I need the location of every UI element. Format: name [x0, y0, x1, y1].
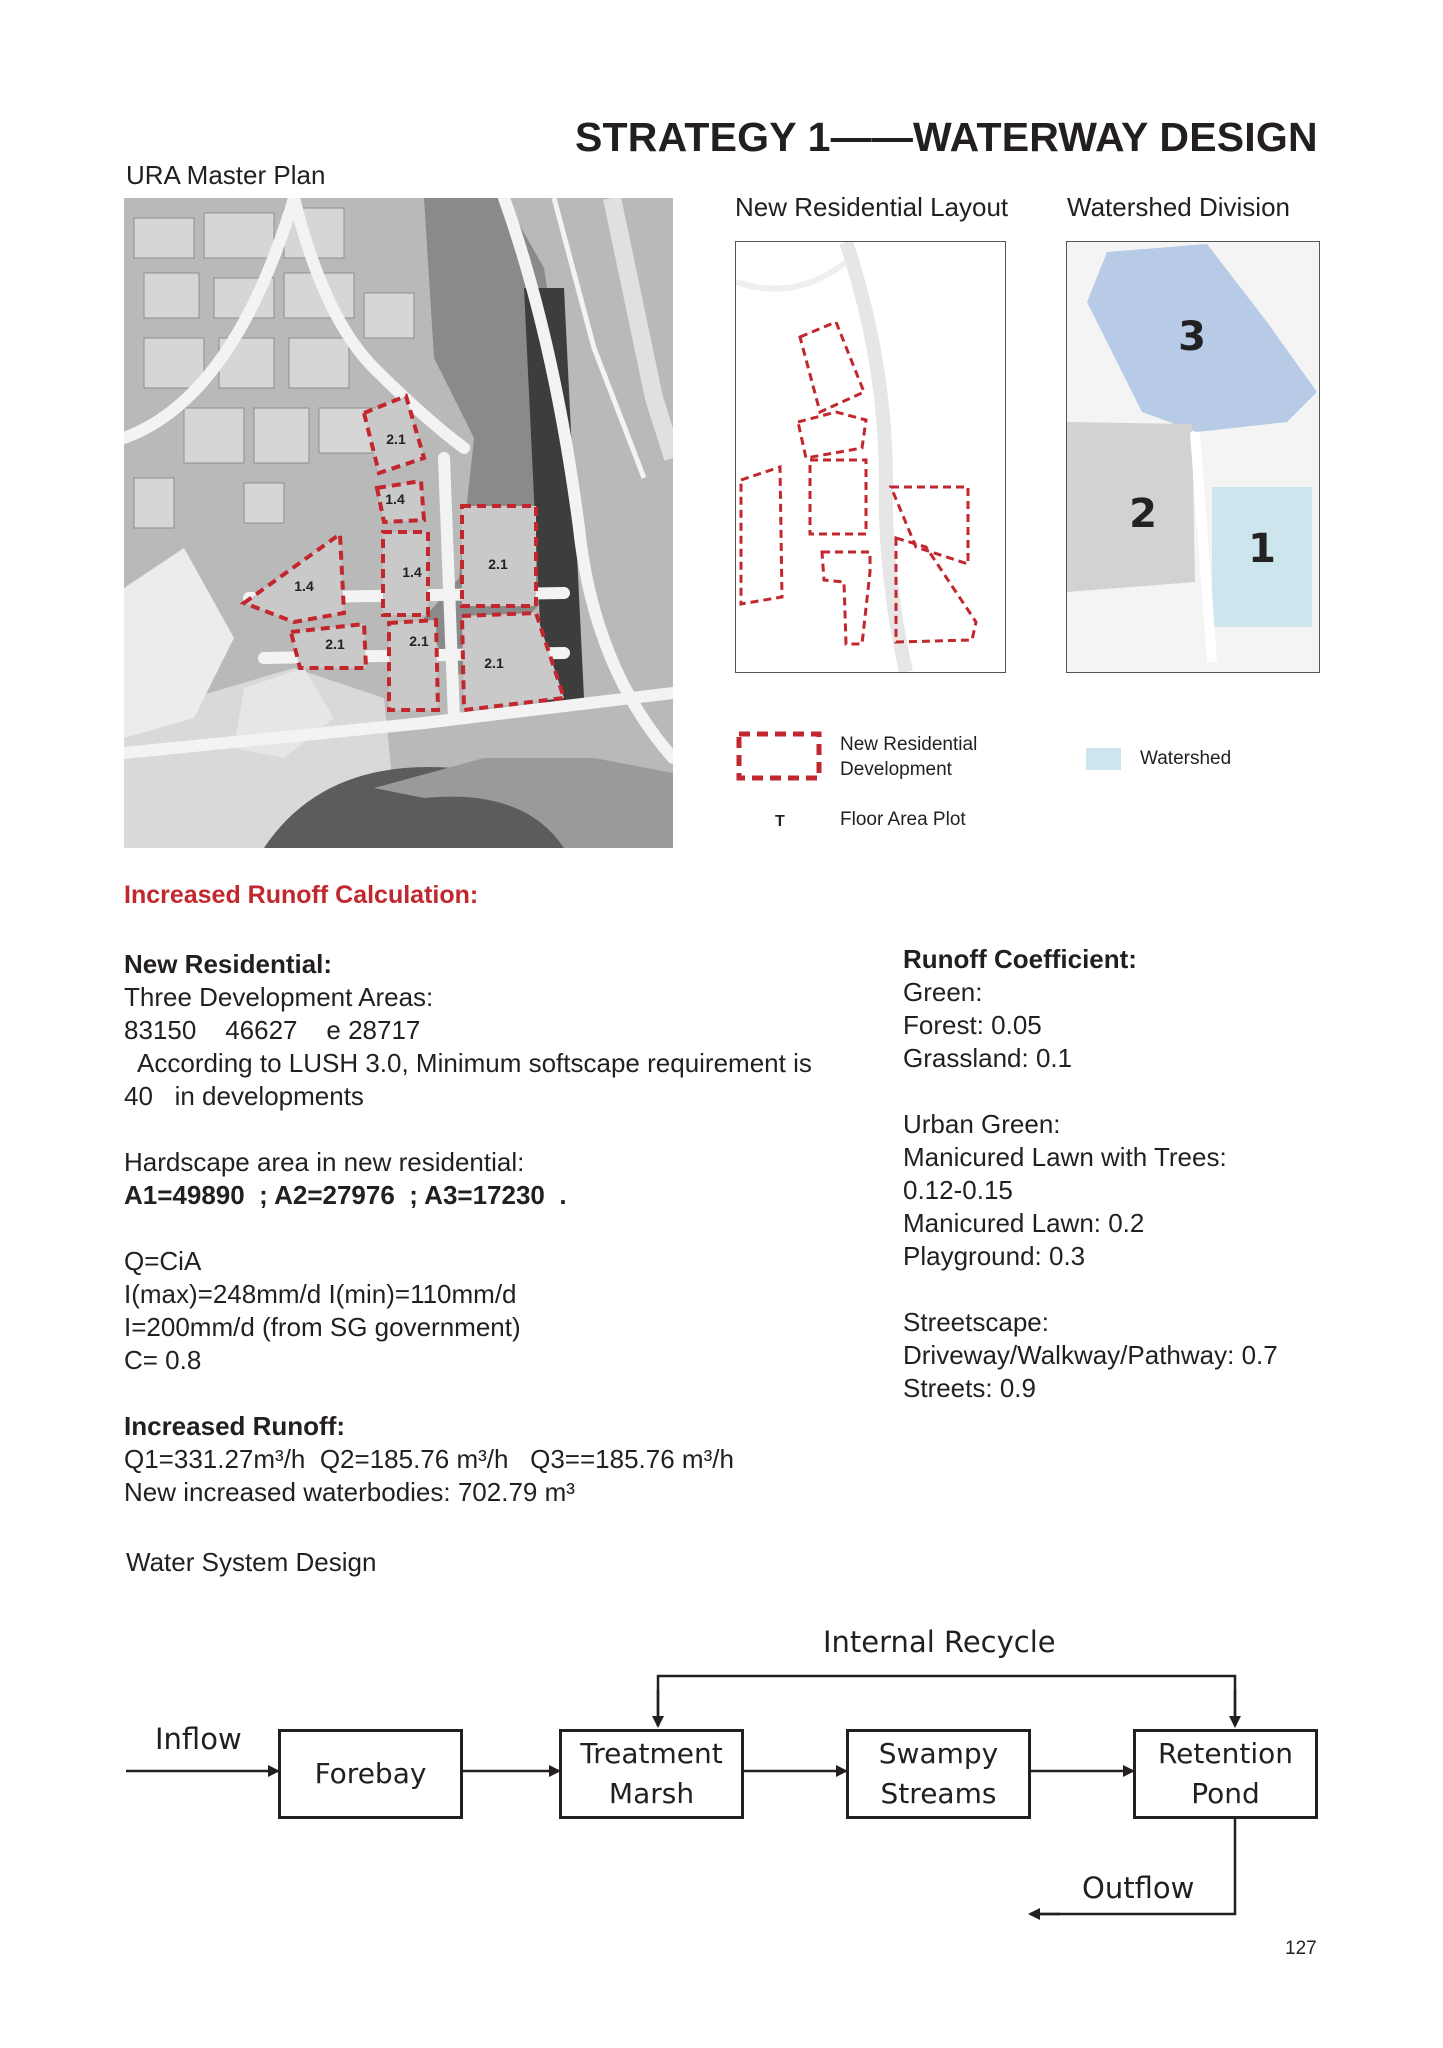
watershed-number: 1: [1248, 526, 1276, 572]
swampy-streams-label-1: Swampy: [878, 1737, 999, 1770]
lawn-coefficient: Manicured Lawn: 0.2: [903, 1208, 1145, 1238]
swampy-streams-label-2: Streams: [880, 1777, 997, 1810]
hardscape-label: Hardscape area in new residential:: [124, 1147, 525, 1177]
playground-coefficient: Playground: 0.3: [903, 1241, 1086, 1271]
grassland-coefficient: Grassland: 0.1: [903, 1043, 1073, 1073]
driveway-coefficient: Driveway/Walkway/Pathway: 0.7: [903, 1340, 1278, 1370]
water-system-caption: Water System Design: [126, 1547, 377, 1577]
coefficient-used: C= 0.8: [124, 1345, 202, 1375]
intensity-used: I=200mm/d (from SG government): [124, 1312, 521, 1342]
hardscape-values: A1=49890 ; A2=27976 ; A3=17230 .: [124, 1180, 567, 1210]
formula: Q=CiA: [124, 1246, 202, 1276]
watershed-number: 3: [1178, 314, 1206, 360]
development-areas-label: Three Development Areas:: [124, 982, 434, 1012]
treatment-marsh-label-2: Marsh: [608, 1777, 695, 1810]
plot-label: 2.1: [325, 636, 345, 652]
treatment-marsh-label-1: Treatment: [580, 1737, 723, 1770]
plot-label: 1.4: [402, 564, 422, 580]
legend-dev-line1: New Residential: [840, 734, 978, 755]
master-plan-caption: URA Master Plan: [126, 160, 326, 190]
internal-recycle-line: [658, 1676, 1235, 1726]
intensity-range: I(max)=248mm/d I(min)=110mm/d: [124, 1279, 517, 1309]
internal-recycle-label: Internal Recycle: [823, 1625, 1056, 1659]
page-number: 127: [1285, 1938, 1317, 1959]
retention-pond-label-1: Retention: [1157, 1737, 1293, 1770]
watershed-division-caption: Watershed Division: [1067, 192, 1291, 222]
outflow-label: Outflow: [1082, 1871, 1195, 1905]
forebay-box: [278, 1729, 463, 1819]
residential-layout-caption: New Residential Layout: [735, 192, 1009, 222]
new-waterbodies: New increased waterbodies: 702.79 m³: [124, 1477, 575, 1507]
lush-requirement: According to LUSH 3.0, Minimum softscape requirement is: [124, 1048, 812, 1078]
runoff-calculation-heading: Increased Runoff Calculation:: [124, 881, 479, 909]
floor-area-symbol: T: [775, 813, 785, 830]
inflow-label: Inflow: [155, 1722, 242, 1756]
forebay-label: Forebay: [314, 1757, 427, 1790]
treatment-marsh-box: [559, 1729, 744, 1819]
legend-dev-line2: Development: [840, 759, 952, 780]
page-title: STRATEGY 1——WATERWAY DESIGN: [575, 114, 1318, 160]
retention-pond-label-2: Pond: [1191, 1777, 1260, 1810]
plot-label: 2.1: [488, 556, 508, 572]
retention-pond-box: [1133, 1729, 1318, 1819]
floor-area-legend: Floor Area Plot: [840, 809, 966, 830]
plot-label: 1.4: [385, 491, 405, 507]
runoff-values: Q1=331.27m³/h Q2=185.76 m³/h Q3==185.76 m³/h: [124, 1444, 734, 1474]
watershed-legend: Watershed: [1140, 748, 1232, 769]
streetscape-label: Streetscape:: [903, 1307, 1049, 1337]
forest-coefficient: Forest: 0.05: [903, 1010, 1042, 1040]
plot-label: 2.1: [484, 655, 504, 671]
plot-label: 1.4: [294, 578, 314, 594]
green-label: Green:: [903, 977, 983, 1007]
increased-runoff-heading: Increased Runoff:: [124, 1411, 346, 1441]
plot-label: 2.1: [386, 431, 406, 447]
lawn-trees-coefficient: 0.12-0.15: [903, 1175, 1013, 1205]
lawn-trees-label: Manicured Lawn with Trees:: [903, 1142, 1227, 1172]
swampy-streams-box: [846, 1729, 1031, 1819]
streets-coefficient: Streets: 0.9: [903, 1373, 1036, 1403]
development-areas-values: 83150 46627 e 28717: [124, 1015, 421, 1045]
lush-requirement-2: 40 in developments: [124, 1081, 364, 1111]
watershed-number: 2: [1129, 491, 1157, 537]
urban-green-label: Urban Green:: [903, 1109, 1061, 1139]
plot-label: 2.1: [409, 633, 429, 649]
new-residential-heading: New Residential:: [124, 949, 333, 979]
coefficient-heading: Runoff Coefficient:: [903, 944, 1137, 974]
